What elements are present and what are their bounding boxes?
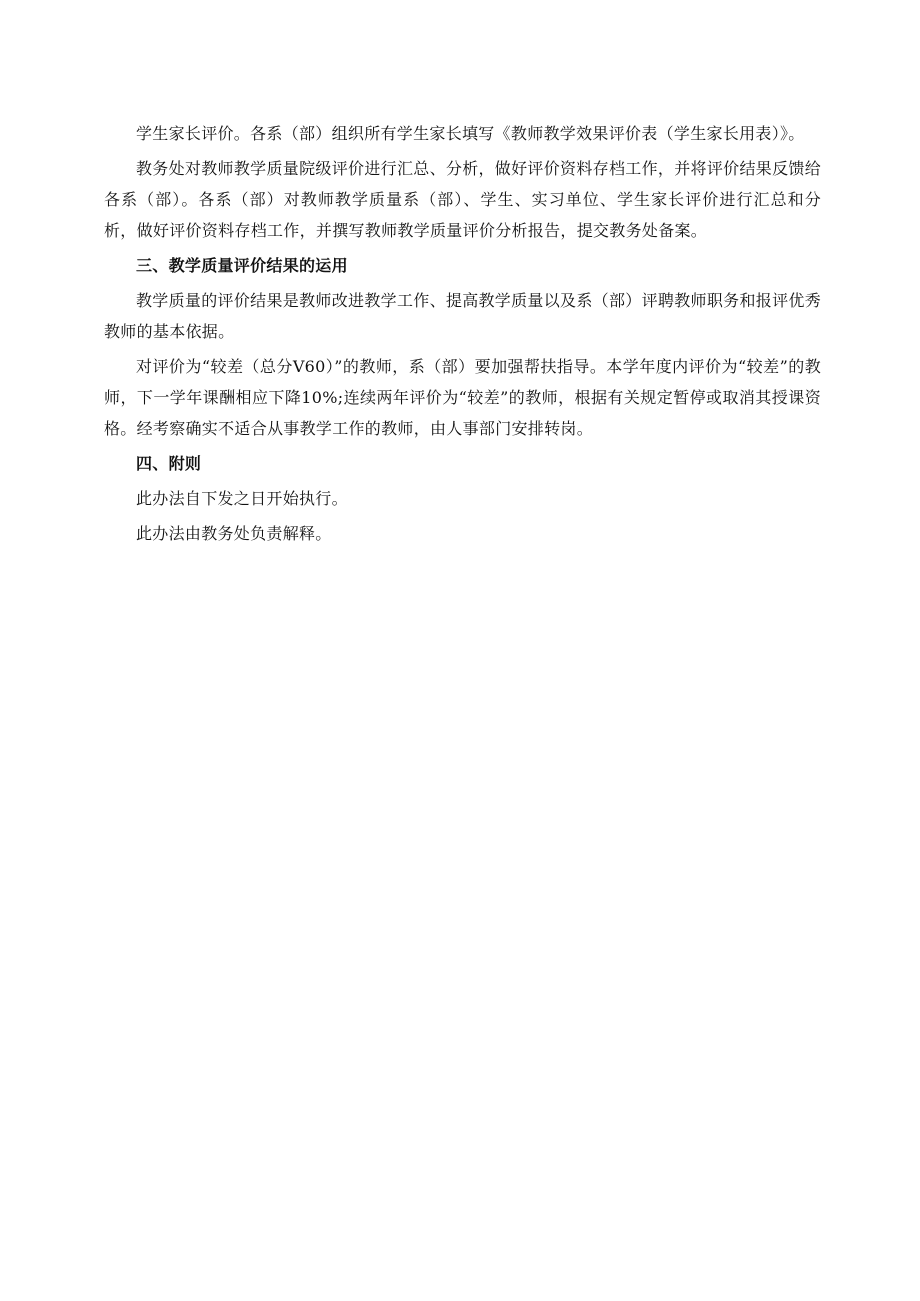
paragraph-effective-date: 此办法自下发之日开始执行。 xyxy=(136,489,348,508)
paragraph-poor-rating-policy: 对评价为“较差（总分V60）”的教师，系（部）要加强帮扶指导。本学年度内评价为“较差”的教师，下一学年课酬相应下降10%;连续两年评价为“较差”的教师，根据有关规定暂停或取消其授课资格。经考察确实不适合从事教学工作的教师，由人事部门安排转岗。 xyxy=(104,357,821,438)
paragraph-summary-analysis: 教务处对教师教学质量院级评价进行汇总、分析，做好评价资料存档工作，并将评价结果反馈给各系（部）。各系（部）对教师教学质量系（部）、学生、实习单位、学生家长评价进行汇总和分析，做好评价资料存档工作，并撰写教师教学质量评价分析报告，提交教务处备案。 xyxy=(104,159,821,240)
paragraph-results-basis: 教学质量的评价结果是教师改进教学工作、提高教学质量以及系（部）评聘教师职务和报评优秀教师的基本依据。 xyxy=(104,291,821,341)
paragraph-interpretation: 此办法由教务处负责解释。 xyxy=(136,524,332,543)
paragraph-parent-evaluation: 学生家长评价。各系（部）组织所有学生家长填写《教师教学效果评价表（学生家长用表）》。 xyxy=(136,124,805,143)
document-body xyxy=(104,118,821,549)
section-heading-appendix: 四、附则 xyxy=(136,454,202,473)
section-heading-results-use: 三、教学质量评价结果的运用 xyxy=(136,256,348,275)
